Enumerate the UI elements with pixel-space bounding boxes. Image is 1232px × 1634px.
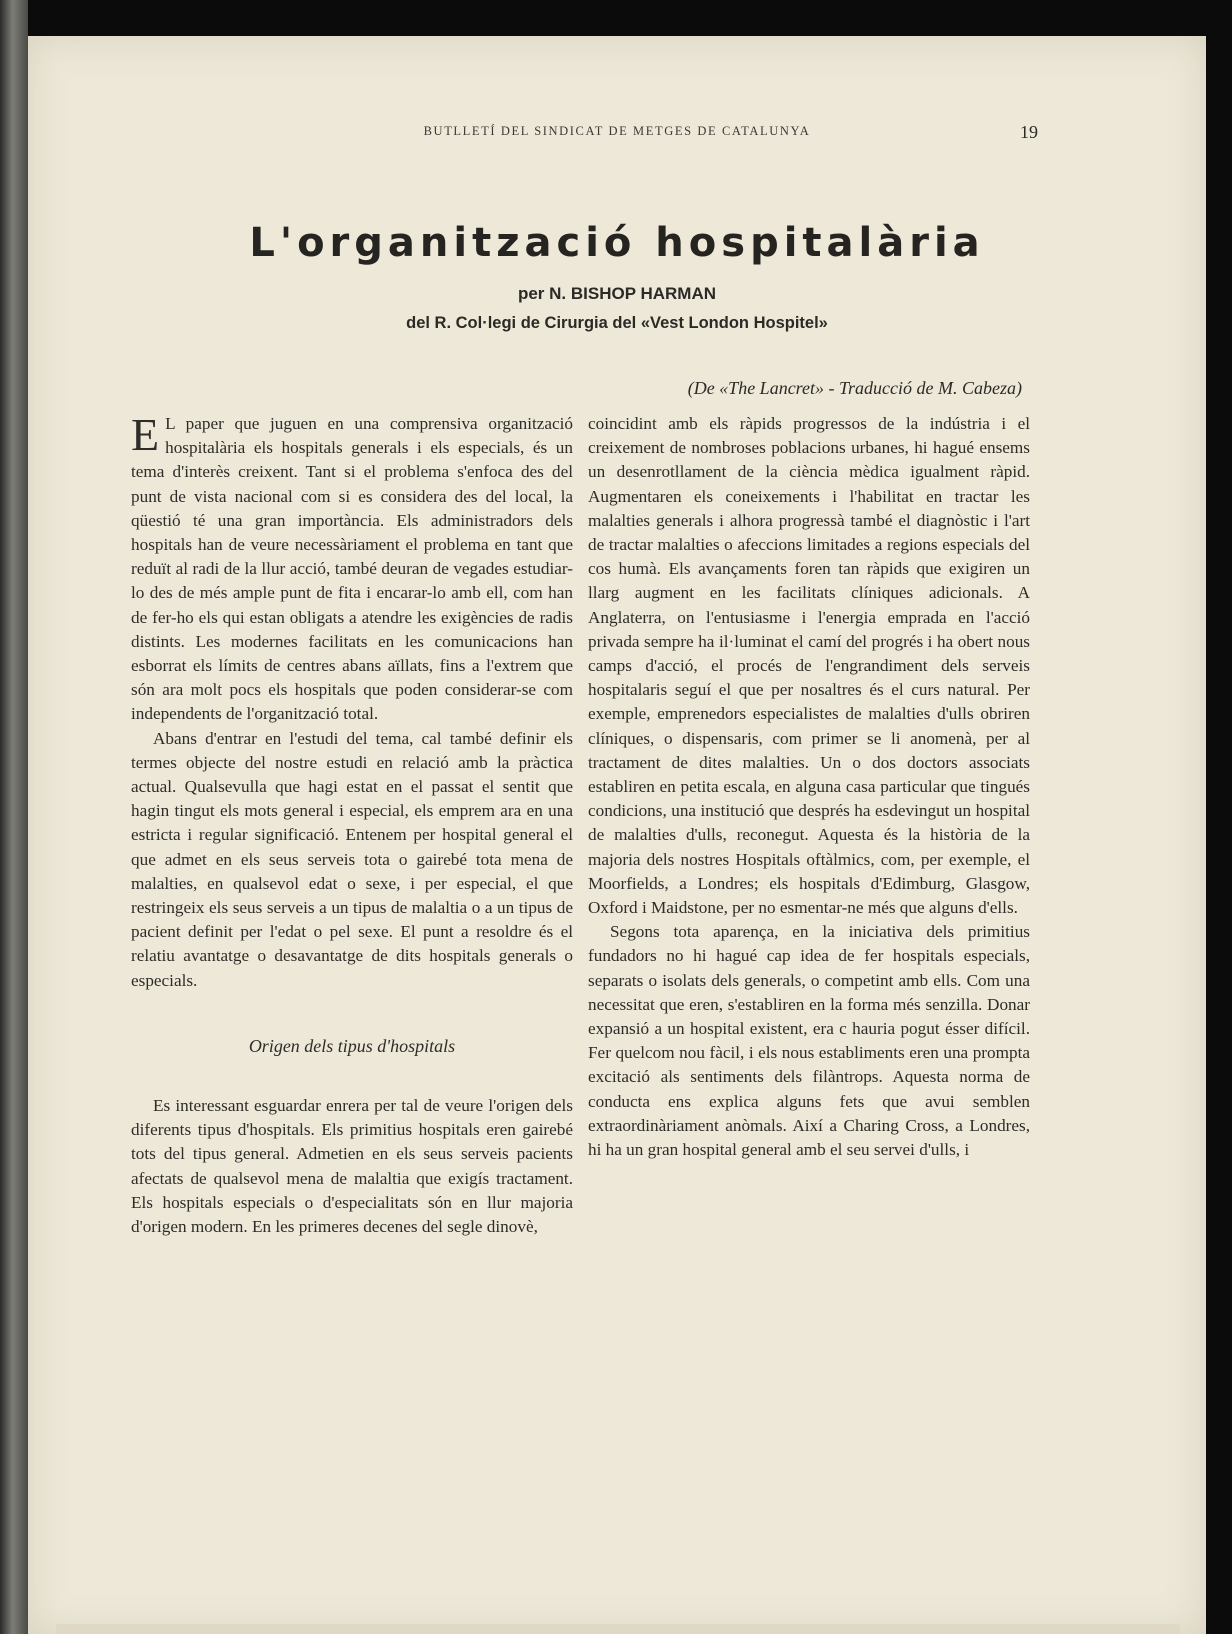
paragraph-definitions: Abans d'entrar en l'estudi del tema, cal també definir els termes objecte del nostre estudi en relació amb la pràctica actual. Qualsevulla que hagi estat en el passat el sentit que hagin tingut els mots general i especial, els emprem ara en una estricta i regular significació. Entenem per hospital general el que admet en els seus serveis tota o gairebé tota mena de malalties, en qualsevol edat o sexe, i per especial, el que restringeix els seus serveis a un tipus de malaltia o a un tipus de pacient definit per l'edat o pel sexe. El punt a resoldre és el relatiu avantatge o desavantatge de dits hospitals generals o especials.	[131, 728, 573, 990]
paragraph-intro-text: L paper que juguen en una comprensiva organització hospitalària els hospitals generals i els especials, és un tema d'interès creixent. Tant si el problema s'enfoca des del punt de vista nacional com si es considera des del local, la qüestió té una gran importància. Els administradors dels hospitals han de veure necessàriament el problema en tant que reduït al radi de la llur acció, també deuran de vegades estudiar-lo des de més ample punt de fita i encarar-lo amb ell, com han de fer-ho els qui estan obligats a atendre les exigències de radis distints. Les modernes facilitats en les comunicacions han esborrat els límits de centres abans aïllats, fins a l'extrem que són ara molt pocs els hospitals que poden considerar-se com independents de l'organització total.	[131, 414, 573, 724]
article-title: L'organització hospitalària	[249, 220, 985, 266]
drop-cap: E	[131, 409, 160, 460]
paragraph-continued: coincidint amb els ràpids progressos de la indústria i el creixement de nombroses poblacions urbanes, hi hagué ensems un desenrotllament de la ciència mèdica igualment ràpid. Augmentaren els coneixements i l'habilitat en tractar les malalties generals i alhora progressà també el diagnòstic i l'art de tractar malalties o afeccions limitades a regions especials del cos humà. Els avançaments foren tan ràpids que exigiren un llarg augment en les facilitats clíniques adicionals. A Anglaterra, on l'entusiasme i l'energia emprada en l'acció privada sempre ha il·luminat el camí del progrés i ha obert nous camps d'acció, el procés de l'engrandiment dels serveis hospitalaris seguí el que per nosaltres és el curs natural. Per exemple, emprenedors especialistes de malalties d'ulls obriren clíniques, o dispensaris, com primer se li anomenà, per al tractament de dites malalties. Un o dos doctors associats establiren en petita escala, en alguna casa particular que tingués condicions, una institució que després ha esdevingut un hospital de malalties d'ulls, reconegut. Aquesta és la història de la majoria dels nostres Hospitals oftàlmics, com, per exemple, el Moorfields, a Londres; els hospitals d'Edimburg, Glasgow, Oxford i Maidstone, per no esmentar-ne més que alguns d'ells.	[588, 414, 1030, 918]
running-head: BUTLLETÍ DEL SINDICAT DE METGES DE CATALUNYA	[423, 124, 811, 138]
paragraph-intro	[131, 409, 573, 727]
document-page	[28, 36, 1206, 1634]
author-affiliation: del R. Col·legi de Cirurgia del «Vest London Hospitel»	[406, 314, 828, 332]
paragraph-founders: Segons tota aparença, en la iniciativa dels primitius fundadors no hi hagué cap idea de fer hospitals especials, separats o isolats dels generals, o competint amb ells. Com una necessitat que eren, s'establiren en la forma més senzilla. Donar expansió a un hospital existent, era c hauria pogut ésser difícil. Fer quelcom nou fàcil, i els nous establiments eren una prompta excitació als sentiments dels filàntrops. Aquesta norma de conducta ens explica alguns fets que avui semblen extraordinàriament anòmals. Així a Charing Cross, a Londres, hi ha un gran hospital general amb el seu servei d'ulls, i	[588, 922, 1030, 1160]
page-bottom-edge	[56, 1624, 1180, 1634]
translation-source: (De «The Lancret» - Traducció de M. Cabeza)	[687, 378, 1022, 398]
left-column	[131, 409, 573, 1239]
article-byline: per N. BISHOP HARMAN	[517, 284, 717, 303]
book-spine-edge	[0, 0, 28, 1634]
paragraph-origin: Es interessant esguardar enrera per tal de veure l'origen dels diferents tipus d'hospitals. Els primitius hospitals eren gairebé tots del tipus general. Admetien en els seus serveis pacients afectats de qualsevol mena de malaltia que exigís tractament. Els hospitals especials o d'especialitats són en llur majoria d'origen modern. En les primeres decenes del segle dinovè,	[131, 1096, 573, 1237]
right-column	[588, 412, 1030, 1162]
page-number: 19	[1020, 122, 1038, 142]
section-subheading: Origen dels tipus d'hospitals	[248, 1035, 456, 1056]
